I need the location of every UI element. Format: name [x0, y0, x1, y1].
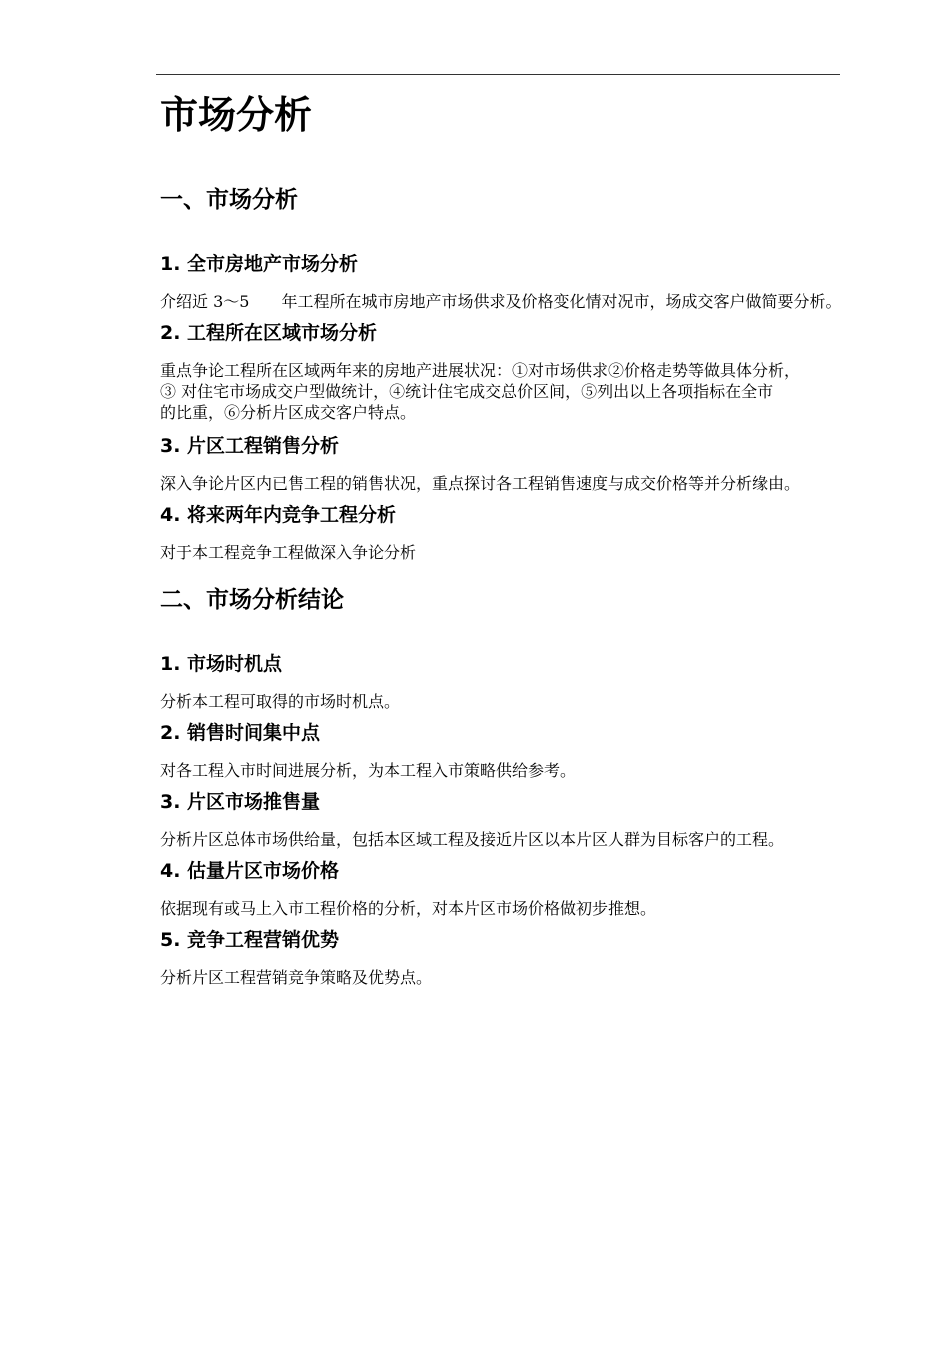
subsection-heading: 3. 片区市场推售量: [160, 791, 321, 813]
paragraph-line: 对于本工程竞争工程做深入争论分析: [160, 543, 417, 562]
paragraph-line: 分析片区总体市场供给量，包括本区域工程及接近片区以本片区人群为目标客户的工程。: [160, 830, 785, 849]
paragraph-line: 介绍近 3～5 年工程所在城市房地产市场供求及价格变化情对况市，场成交客户做简要分析。: [160, 292, 842, 311]
subsection-heading: 5. 竞争工程营销优势: [160, 929, 340, 951]
subsection-heading: 4. 估量片区市场价格: [160, 860, 340, 882]
paragraph-line: ③ 对住宅市场成交户型做统计，④统计住宅成交总价区间，⑤列出以上各项指标在全市: [160, 382, 774, 401]
section-heading: 一、市场分析: [160, 187, 298, 213]
subsection-heading: 3. 片区工程销售分析: [160, 435, 340, 457]
page-title: 市场分析: [160, 93, 313, 137]
subsection-heading: 2. 工程所在区域市场分析: [160, 322, 378, 344]
paragraph-line: 重点争论工程所在区域两年来的房地产进展状况：①对市场供求②价格走势等做具体分析，: [160, 361, 801, 380]
paragraph-line: 分析片区工程营销竞争策略及优势点。: [160, 968, 433, 987]
paragraph-line: 对各工程入市时间进展分析，为本工程入市策略供给参考。: [160, 761, 577, 780]
subsection-heading: 4. 将来两年内竞争工程分析: [160, 504, 397, 526]
subsection-heading: 1. 市场时机点: [160, 653, 283, 675]
subsection-heading: 1. 全市房地产市场分析: [160, 253, 359, 275]
paragraph-line: 的比重，⑥分析片区成交客户特点。: [160, 403, 417, 422]
header-rule: [156, 74, 840, 75]
paragraph-line: 分析本工程可取得的市场时机点。: [160, 692, 401, 711]
paragraph-line: 深入争论片区内已售工程的销售状况，重点探讨各工程销售速度与成交价格等并分析缘由。: [160, 474, 801, 493]
section-heading: 二、市场分析结论: [160, 587, 344, 613]
subsection-heading: 2. 销售时间集中点: [160, 722, 321, 744]
paragraph-line: 依据现有或马上入市工程价格的分析，对本片区市场价格做初步推想。: [160, 899, 657, 918]
